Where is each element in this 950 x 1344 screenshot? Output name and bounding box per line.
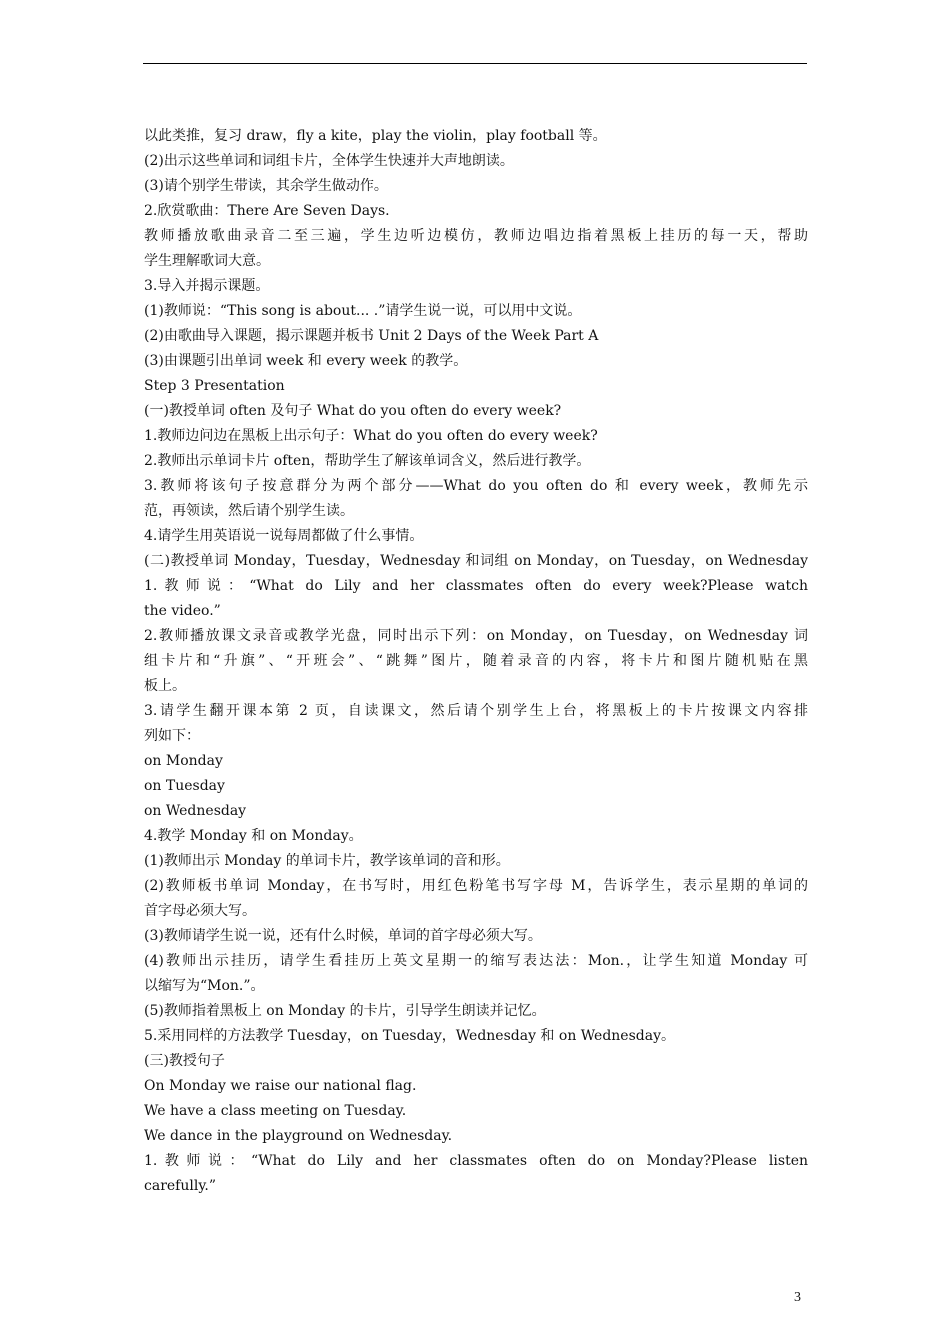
text-line: 3.教师将该句子按意群分为两个部分——What do you often do 和 every week，教师先示: [144, 478, 808, 494]
text-line: on Wednesday: [144, 803, 247, 819]
text-line: (三)教授句子: [144, 1053, 225, 1069]
text-line: (1)教师出示 Monday 的单词卡片，教学该单词的音和形。: [144, 853, 510, 869]
body-text: [144, 124, 808, 1199]
text-line: carefully.”: [144, 1178, 216, 1194]
text-line: We dance in the playground on Wednesday.: [144, 1128, 453, 1144]
text-line: on Tuesday: [144, 778, 225, 794]
text-line: (3)教师请学生说一说，还有什么时候，单词的首字母必须大写。: [144, 928, 542, 944]
text-line: 以此类推，复习 draw，fly a kite，play the violin，play football 等。: [144, 128, 607, 144]
text-line: 3.导入并揭示课题。: [144, 278, 270, 294]
text-line: 4.请学生用英语说一说每周都做了什么事情。: [144, 528, 424, 544]
text-line: 首字母必须大写。: [144, 903, 256, 919]
header-rule: [143, 63, 807, 64]
text-line: (4)教师出示挂历，请学生看挂历上英文星期一的缩写表达法：Mon.，让学生知道 Monday 可: [144, 953, 808, 969]
text-line: 1.教师说：“What do Lily and her classmates often do every week?Please watch: [144, 578, 808, 594]
text-line: (2)由歌曲导入课题，揭示课题并板书 Unit 2 Days of the Week Part A: [144, 328, 599, 344]
text-line: On Monday we raise our national flag.: [144, 1078, 417, 1094]
text-line: 3.请学生翻开课本第 2 页，自读课文，然后请个别学生上台，将黑板上的卡片按课文内容排: [144, 703, 808, 719]
text-line: the video.”: [144, 603, 221, 619]
text-line: 2.教师播放课文录音或教学光盘，同时出示下列：on Monday，on Tuesday，on Wednesday 词: [144, 628, 808, 644]
page-number: 3: [794, 1290, 801, 1305]
text-line: 列如下：: [144, 728, 200, 744]
text-line: We have a class meeting on Tuesday.: [144, 1103, 407, 1119]
text-line: 组卡片和“升旗”、“开班会”、“跳舞”图片，随着录音的内容，将卡片和图片随机贴在黑: [144, 653, 808, 669]
text-line: 5.采用同样的方法教学 Tuesday，on Tuesday，Wednesday 和 on Wednesday。: [144, 1028, 675, 1044]
text-line: 2.教师出示单词卡片 often，帮助学生了解该单词含义，然后进行教学。: [144, 453, 591, 469]
text-line: 2.欣赏歌曲：There Are Seven Days.: [144, 203, 390, 219]
text-line: (5)教师指着黑板上 on Monday 的卡片，引导学生朗读并记忆。: [144, 1003, 546, 1019]
text-line: 学生理解歌词大意。: [144, 253, 270, 269]
text-line: 4.教学 Monday 和 on Monday。: [144, 828, 363, 844]
text-line: (1)教师说：“This song is about... .”请学生说一说，可以用中文说。: [144, 303, 582, 319]
text-line: (二)教授单词 Monday，Tuesday，Wednesday 和词组 on Monday，on Tuesday，on Wednesday: [144, 553, 808, 569]
text-line: (2)教师板书单词 Monday，在书写时，用红色粉笔书写字母 M，告诉学生，表示星期的单词的: [144, 878, 808, 894]
text-line: (3)请个别学生带读，其余学生做动作。: [144, 178, 388, 194]
text-line: 教师播放歌曲录音二至三遍，学生边听边模仿，教师边唱边指着黑板上挂历的每一天，帮助: [144, 228, 808, 244]
text-line: 1.教师边问边在黑板上出示句子：What do you often do every week?: [144, 428, 598, 444]
text-line: on Monday: [144, 753, 223, 769]
text-line: 板上。: [144, 678, 186, 694]
text-line: (3)由课题引出单词 week 和 every week 的教学。: [144, 353, 468, 369]
text-line: Step 3 Presentation: [144, 378, 285, 394]
text-line: 1.教师说：“What do Lily and her classmates often do on Monday?Please listen: [144, 1153, 808, 1169]
text-line: 范，再领读，然后请个别学生读。: [144, 503, 354, 519]
text-line: 以缩写为“Mon.”。: [144, 978, 265, 994]
text-line: (2)出示这些单词和词组卡片，全体学生快速并大声地朗读。: [144, 153, 514, 169]
text-line: (一)教授单词 often 及句子 What do you often do every week?: [144, 403, 562, 419]
